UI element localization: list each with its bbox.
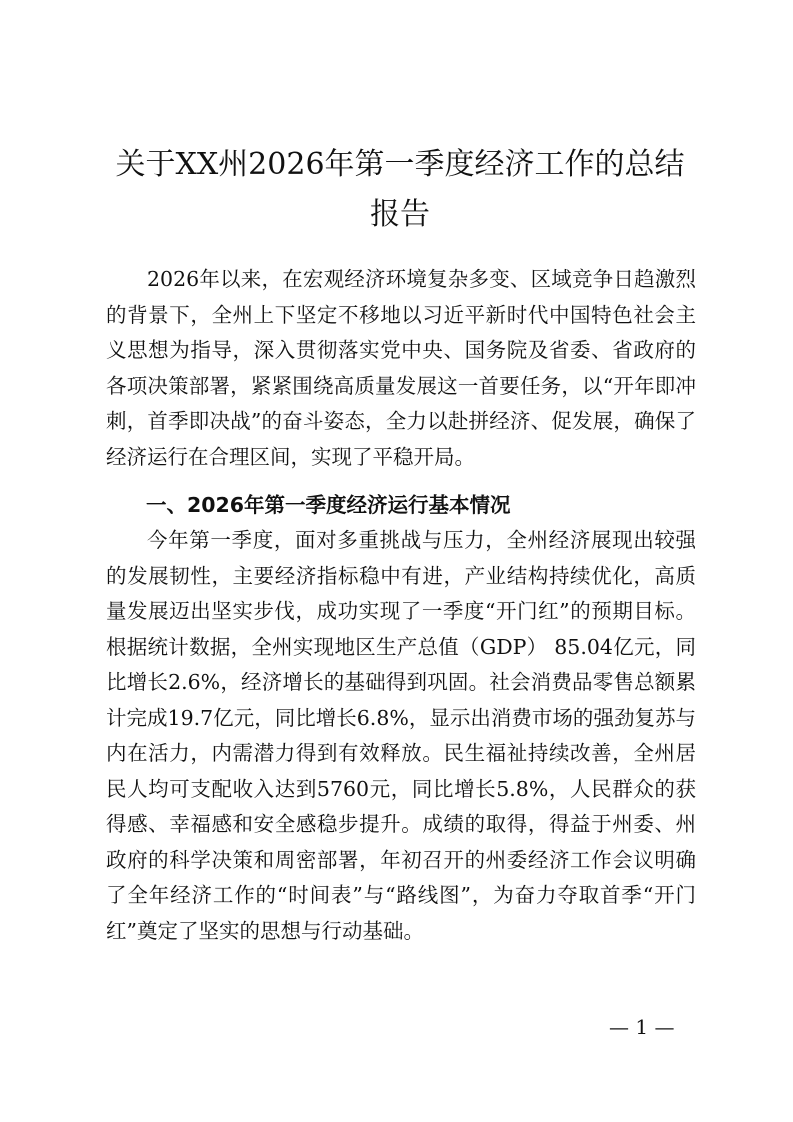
page-number: — 1 — [609,1015,675,1039]
section-heading: 一、2026年第一季度经济运行基本情况 [146,493,511,517]
section-paragraph: 今年第一季度，面对多重挑战与压力，全州经济展现出较强的发展韧性，主要经济指标稳中有进，产业结构持续优化，高质量发展迈出坚实步伐，成功实现了一季度“开门红”的预期目标。根据统计数据，全州实现地区生产总值（GDP） 85.04亿元，同比增长2.6%，经济增长的基础得到巩固。社会消费品零售总额累计完成19.7亿元，同比增长6.8%，显示出消费市场的强劲复苏与内在活力，内需潜力得到有效释放。民生福祉持续改善，全州居民人均可支配收入达到5760元，同比增长5.8%，人民群众的获得感、幸福感和安全感稳步提升。成绩的取得，得益于州委、州政府的科学决策和周密部署，年初召开的州委经济工作会议明确了全年经济工作的“时间表”与“路线图”，为奋力夺取首季“开门红”奠定了坚实的思想与行动基础。 [106,528,696,943]
document-title [100,140,700,240]
title-line-1: 关于XX州2026年第一季度经济工作的总结 [115,147,685,182]
intro-paragraph: 2026年以来，在宏观经济环境复杂多变、区域竞争日趋激烈的背景下，全州上下坚定不移地以习近平新时代中国特色社会主义思想为指导，深入贯彻落实党中央、国务院及省委、省政府的各项决策部署，紧紧围绕高质量发展这一首要任务，以“开年即冲刺，首季即决战”的奋斗姿态，全力以赴拼经济、促发展，确保了经济运行在合理区间，实现了平稳开局。 [106,267,696,469]
title-line-2: 报告 [370,197,430,232]
